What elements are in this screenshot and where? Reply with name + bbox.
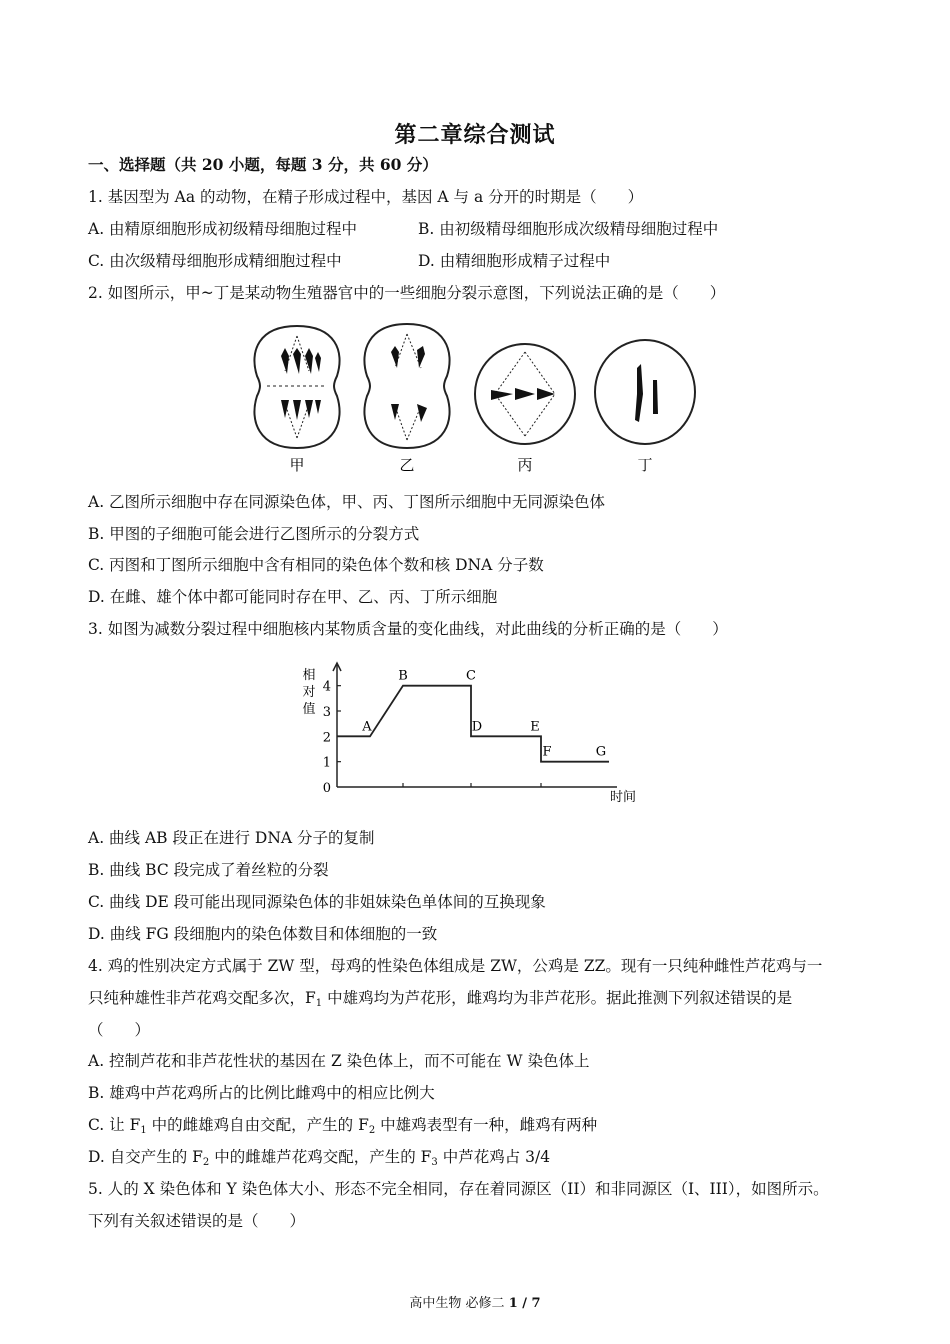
- q2-option-d: D. 在雌、雄个体中都可能同时存在甲、乙、丙、丁所示细胞: [88, 588, 498, 606]
- label-jia: 甲: [289, 456, 305, 474]
- q1-stem: 1. 基因型为 Aa 的动物，在精子形成过程中，基因 A 与 a 分开的时期是（ ）: [88, 188, 644, 206]
- y-tick-label: 0: [322, 781, 331, 796]
- label-yi: 乙: [399, 456, 415, 474]
- section-heading: 一、选择题（共 20 小题，每题 3 分，共 60 分）: [88, 155, 438, 174]
- cell-bing: [475, 344, 575, 444]
- q2-option-a: A. 乙图所示细胞中存在同源染色体，甲、丙、丁图所示细胞中无同源染色体: [88, 493, 606, 511]
- q1-option-a: A. 由精原细胞形成初级精母细胞过程中: [88, 220, 358, 238]
- cell-ding: [595, 340, 695, 444]
- y-tick-label: 4: [322, 679, 331, 695]
- meiosis-curve-chart: [295, 655, 645, 810]
- y-tick-label: 1: [322, 755, 331, 771]
- point-label-B: B: [398, 668, 408, 684]
- cell-jia: [254, 326, 339, 448]
- q4-option-b: B. 雄鸡中芦花鸡所占的比例比雌鸡中的相应比例大: [88, 1084, 435, 1102]
- q2-option-c: C. 丙图和丁图所示细胞中含有相同的染色体个数和核 DNA 分子数: [88, 556, 544, 574]
- page-title: 第二章综合测试: [394, 122, 556, 148]
- q1-option-b: B. 由初级精母细胞形成次级精母细胞过程中: [418, 220, 719, 238]
- q3-option-a: A. 曲线 AB 段正在进行 DNA 分子的复制: [88, 829, 375, 847]
- cell-yi: [364, 324, 449, 448]
- y-axis-label: 相对值: [302, 668, 316, 717]
- q5-stem-line2: 下列有关叙述错误的是（ ）: [88, 1212, 306, 1230]
- q1-option-c: C. 由次级精母细胞形成精细胞过程中: [88, 252, 342, 270]
- q4-option-a: A. 控制芦花和非芦花性状的基因在 Z 染色体上，而不可能在 W 染色体上: [88, 1052, 590, 1070]
- q4-option-c: C. 让 $F_1$ 中的雌雄鸡自由交配，产生的 $F_2$ 中雄鸡表型有一种，雌鸡有两种: [88, 1116, 598, 1136]
- footer-text: 高中生物 必修二: [409, 1296, 509, 1311]
- page-footer: [0, 1292, 950, 1311]
- label-ding: 丁: [637, 456, 653, 474]
- q2-option-b: B. 甲图的子细胞可能会进行乙图所示的分裂方式: [88, 525, 420, 543]
- q4-option-d: D. 自交产生的 $F_2$ 中的雌雄芦花鸡交配，产生的 $F_3$ 中芦花鸡占 3/4: [88, 1148, 551, 1168]
- cell-division-figure: [245, 316, 705, 476]
- q3-option-d: D. 曲线 FG 段细胞内的染色体数目和体细胞的一致: [88, 925, 438, 943]
- q3-stem: 3. 如图为减数分裂过程中细胞核内某物质含量的变化曲线，对此曲线的分析正确的是（ ）: [88, 620, 728, 638]
- point-label-C: C: [466, 668, 476, 684]
- q3-option-b: B. 曲线 BC 段完成了着丝粒的分裂: [88, 861, 329, 879]
- point-label-A: A: [362, 719, 372, 735]
- page-number: 1 / 7: [508, 1296, 541, 1311]
- q4-stem-line3: （ ）: [88, 1021, 151, 1039]
- point-label-F: F: [542, 744, 552, 760]
- x-axis-label: 时间: [609, 790, 637, 805]
- q2-stem: 2. 如图所示，甲~丁是某动物生殖器官中的一些细胞分裂示意图，下列说法正确的是（ ）: [88, 284, 726, 302]
- point-label-E: E: [530, 719, 540, 735]
- q4-stem-line2: 只纯种雄性非芦花鸡交配多次，$F_1$ 中雄鸡均为芦花形，雌鸡均为非芦花形。据此推测下列叙述错误的是: [88, 989, 793, 1009]
- q5-stem-line1: 5. 人的 X 染色体和 Y 染色体大小、形态不完全相同，存在着同源区（II）和非同源区（I、III），如图所示。: [88, 1180, 829, 1198]
- y-tick-label: 2: [322, 730, 331, 746]
- point-label-D: D: [471, 719, 483, 735]
- q1-option-d: D. 由精细胞形成精子过程中: [418, 252, 611, 270]
- label-bing: 丙: [517, 456, 533, 474]
- y-tick-label: 3: [322, 705, 331, 720]
- q4-stem-line1: 4. 鸡的性别决定方式属于 ZW 型，母鸡的性染色体组成是 ZW，公鸡是 ZZ。现有一只纯种雌性芦花鸡与一: [88, 957, 823, 975]
- point-label-G: G: [595, 744, 607, 760]
- q3-option-c: C. 曲线 DE 段可能出现同源染色体的非姐妹染色单体间的互换现象: [88, 893, 546, 911]
